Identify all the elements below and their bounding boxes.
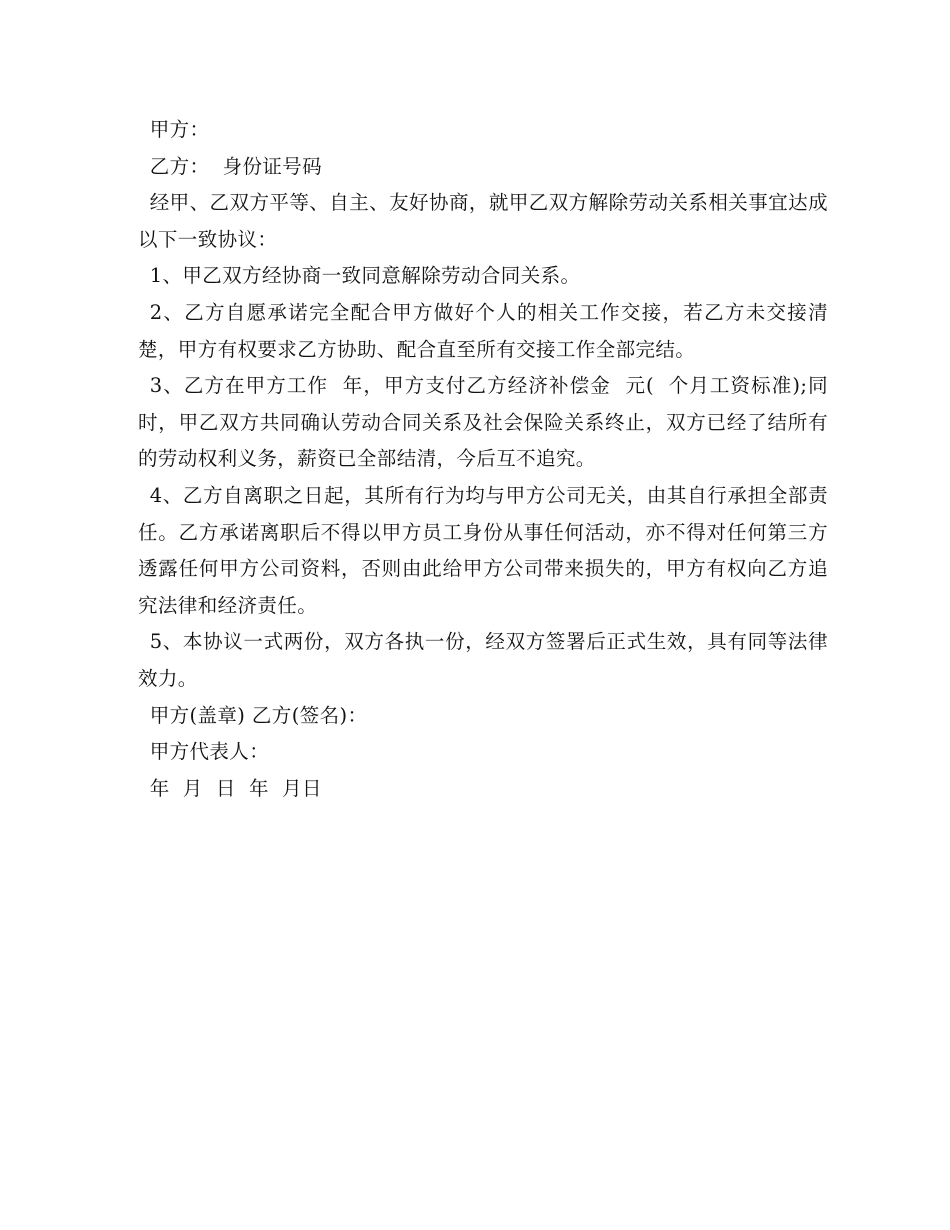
clause-1: 1、甲乙双方经协商一致同意解除劳动合同关系。: [149, 264, 581, 288]
party-a-line: 甲方：: [149, 118, 210, 141]
agreement-document: [138, 112, 828, 807]
clause-4: 4、乙方自离职之日起，其所有行为均与甲方公司无关，由其自行承担全部责任。乙方承诺离职后不得以甲方员工身份从事任何活动，亦不得对任何第三方透露任何甲方公司资料，否则由此给甲方公司带来损失的，甲方有权向乙方追究法律和经济责任。: [138, 483, 828, 617]
intro-paragraph: 经甲、乙双方平等、自主、友好协商，就甲乙双方解除劳动关系相关事宜达成以下一致协议：: [138, 191, 828, 251]
representative-line: 甲方代表人：: [149, 740, 270, 764]
signature-line: 甲方(盖章) 乙方(签名)：: [149, 703, 368, 727]
party-b-line: 乙方： 身份证号码: [149, 154, 323, 178]
clause-2: 2、乙方自愿承诺完全配合甲方做好个人的相关工作交接，若乙方未交接清楚，甲方有权要求乙方协助、配合直至所有交接工作全部完结。: [138, 300, 828, 361]
date-line: 年 月 日 年 月日: [149, 776, 322, 800]
clause-5: 5、本协议一式两份，双方各执一份，经双方签署后正式生效，具有同等法律效力。: [138, 630, 828, 690]
clause-3: 3、乙方在甲方工作 年，甲方支付乙方经济补偿金 元( 个月工资标准);同时，甲乙双方共同确认劳动合同关系及社会保险关系终止，双方已经了结所有的劳动权利义务，薪资已全部结清，今后互不追究。: [138, 374, 828, 471]
